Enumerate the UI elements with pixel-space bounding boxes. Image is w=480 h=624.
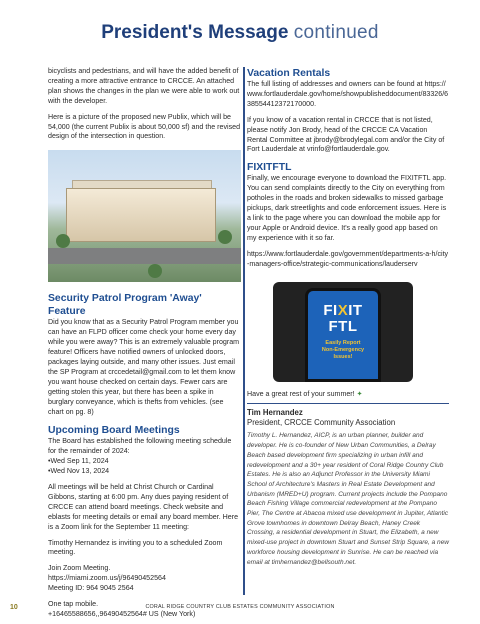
zoom-mobile-number: +16465588656,,96490452564# US (New York) <box>48 610 196 618</box>
summer-greeting: Have a great rest of your summer! ✦ <box>247 389 363 398</box>
author-bio: Timothy L. Hernandez, AICP, is an urban planner, builder and developer. He is co-founder of New Urban Communities, a Delray Beach based development firm specializing in urban infill and redevelopment and a 30+ year resident of Coral Ridge Country Club Estates. He is also an Adjunct Professor in the University Miami School of Architecture's Masters in Real Estate Development and Urbanism (MRED+U) program. Current projects include the Pompano Beach Fishing Village commercial redevelopment at the Pompano Pier, The Centre at Abacoa mixed use development in Jupiter, Atlantic Grove townhomes in downtown Delray Beach, Haney Creek Crossing, a residential development in Stuart, the Elizabeth, a new mixed-use project in downtown Stuart and Sunset Strip Square, a new workforce housing development in Sunrise. He can be reached via email at timhernandez@bellsouth.net. <box>247 432 449 566</box>
fixit-paragraph: Finally, we encourage everyone to download the FIXITFTL app. You can send complaints directly to the City on everything from potholes in the roads and broken sidewalks to missed garbage pickups, dark streetlights and code enforcement issues. Here is a link to the page where you can download the mobile app for your Apple or Android device. It's a really good app based on my experience with it so far. <box>247 174 447 242</box>
phone-screen <box>305 288 381 382</box>
road <box>48 248 241 264</box>
fixit-link[interactable]: https://www.fortlauderdale.gov/government/departments-a-h/city-managers-office/strategic-communications/lauderserv <box>247 249 449 268</box>
app-logo-line-1: FIXIT <box>323 301 363 319</box>
building-body <box>66 188 216 242</box>
signature-title: President, CRCCE Community Association <box>247 418 396 428</box>
vacation-paragraph-1: The full listing of addresses and owners can be found at https://www.fortlauderdale.gov/home/showpublisheddocument/83326/638554412372170000. <box>247 80 449 108</box>
page-title <box>0 22 480 44</box>
zoom-join: Join Zoom Meeting. <box>48 564 111 573</box>
meeting-date: • Wed Sep 11, 2024 <box>48 457 241 467</box>
fixitftl-app-image <box>273 282 413 382</box>
plant-icon: ✦ <box>356 390 363 398</box>
page-title-main: President's Message <box>101 22 289 43</box>
vacation-heading: Vacation Rentals <box>247 68 331 79</box>
intro-paragraph-2: Here is a picture of the proposed new Publix, which will be 54,000 (the current Publix is about 50,000 sf) and the revised design of the intersection in question. <box>48 112 241 141</box>
app-tagline-3: Issues! <box>333 353 353 360</box>
publix-rendering-image <box>48 150 241 282</box>
tree <box>218 230 232 244</box>
tree <box>148 264 162 278</box>
right-column <box>247 67 449 567</box>
meeting-date: • Wed Nov 13, 2024 <box>48 467 241 477</box>
meeting-dates-list <box>48 457 241 477</box>
meetings-heading: Upcoming Board Meetings <box>48 425 180 437</box>
vacation-paragraph-2: If you know of a vacation rental in CRCCE that is not listed, please notify Jon Brody, head of the CRCCE CA Vacation Rental Committee at jbrody@brodylegal.com and/or the City of Fort Lauderdale at vrinfo@fortlauderdale.gov. <box>247 115 445 154</box>
app-tagline-2: Non-Emergency <box>321 346 365 353</box>
page-title-continued: continued <box>293 22 379 43</box>
intro-paragraph-1: bicyclists and pedestrians, and will have the added benefit of creating a more attractive entrance to CRCCE. An attached plan shows the changes in the plan we were able to work out with the developer. <box>48 67 240 105</box>
page-number: 10 <box>10 604 18 611</box>
footer-publication: CORAL RIDGE COUNTRY CLUB ESTATES COMMUNITY ASSOCIATION <box>145 604 335 610</box>
tree <box>56 234 70 248</box>
security-paragraph: Did you know that as a Security Patrol Program member you can have an FLPD officer come check your home every day while you were away? This is an extremely valuable program feature! Officers have notified owners of unlocked doors, packages laying outside, and many other issues. Just email the SP Program at crccedetail@gmail.com to let them know you want house checked on certain days. Fewer cars are getting stolen this year, but there has been a spike in burglary conveyance, which is thefts from vehicles. (see chart on pg. 8) <box>48 318 240 416</box>
signature-name: Tim Hernandez <box>247 408 303 418</box>
fixit-heading: FIXITFTL <box>247 162 292 174</box>
security-heading: Security Patrol Program 'Away' Feature <box>48 293 202 318</box>
left-column <box>48 67 241 620</box>
column-divider <box>243 67 245 595</box>
zoom-invite: Timothy Hernandez is inviting you to a scheduled Zoom meeting. <box>48 538 223 557</box>
zoom-mobile-label: One tap mobile. <box>48 600 99 609</box>
zoom-link[interactable]: https://miami.zoom.us/j/96490452564 <box>48 574 166 583</box>
meetings-intro: The Board has established the following meeting schedule for the remainder of 2024: <box>48 437 232 456</box>
meetings-paragraph-2: All meetings will be held at Christ Church or Cardinal Gibbons, starting at 6:00 pm. Any dues paying resident of CRCCE can attend board meetings. Check website and eblasts for meeting details or email any board member. Here is a Zoom link for the September 11 meeting: <box>48 483 239 531</box>
app-tagline-1: Easily Report <box>325 339 361 346</box>
app-logo-line-2: FTL <box>328 317 358 335</box>
zoom-meeting-id: Meeting ID: 964 9045 2564 <box>48 584 134 593</box>
signature-rule <box>247 403 449 404</box>
